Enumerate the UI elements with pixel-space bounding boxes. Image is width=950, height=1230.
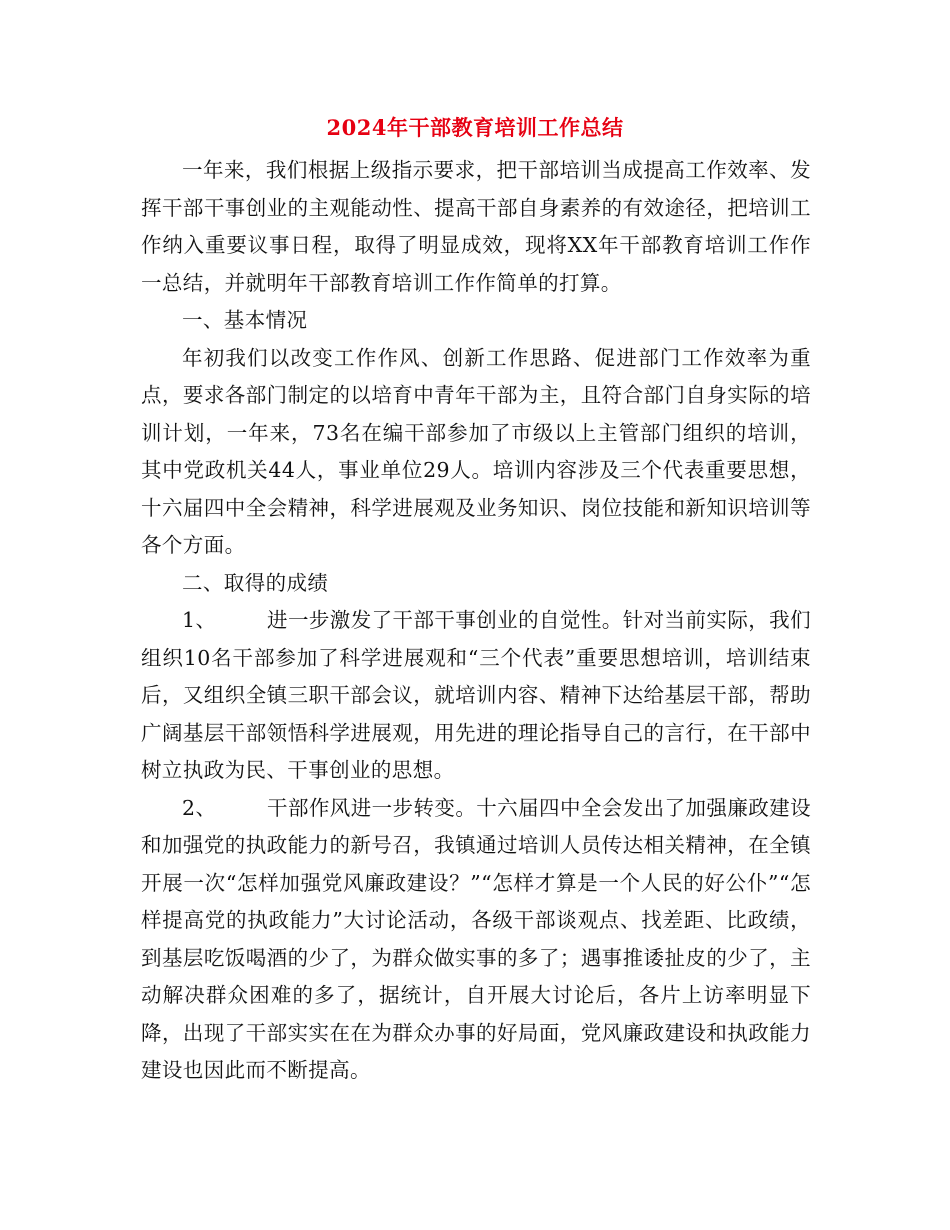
intro-paragraph: 一年来，我们根据上级指示要求，把干部培训当成提高工作效率、发挥干部干事创业的主观能动性、提高干部自身素养的有效途径，把培训工作纳入重要议事日程，取得了明显成效，现将XX年干部教育培训工作作一总结，并就明年干部教育培训工作作简单的打算。 <box>141 158 811 295</box>
section-heading-basic-situation: 一、基本情况 <box>182 308 308 332</box>
basic-situation-paragraph: 年初我们以改变工作作风、创新工作思路、促进部门工作效率为重点，要求各部门制定的以培育中青年干部为主，且符合部门自身实际的培训计划，一年来，73名在编干部参加了市级以上主管部门组织的培训，其中党政机关44人，事业单位29人。培训内容涉及三个代表重要思想，十六届四中全会精神，科学进展观及业务知识、岗位技能和新知识培训等各个方面。 <box>141 345 811 557</box>
item-number: 1、 <box>182 608 217 632</box>
document-title: 2024年干部教育培训工作总结 <box>326 115 624 140</box>
section-heading-achievements: 二、取得的成绩 <box>182 570 329 595</box>
achievement-item-1 <box>141 602 811 790</box>
document-body <box>141 152 811 1090</box>
achievement-item-2 <box>141 790 811 1090</box>
item-text: 干部作风进一步转变。十六届四中全会发出了加强廉政建设和加强党的执政能力的新号召，我镇通过培训人员传达相关精神，在全镇开展一次“怎样加强党风廉政建设？”“怎样才算是一个人民的好公仆”“怎样提高党的执政能力”大讨论活动，各级干部谈观点、找差距、比政绩，到基层吃饭喝酒的少了，为群众做实事的多了；遇事推诿扯皮的少了，主动解决群众困难的多了，据统计，自开展大讨论后，各片上访率明显下降，出现了干部实实在在为群众办事的好局面，党风廉政建设和执政能力建设也因此而不断提高。 <box>141 795 811 1082</box>
item-text: 进一步激发了干部干事创业的自觉性。针对当前实际，我们组织10名干部参加了科学进展观和“三个代表”重要思想培训，培训结束后，又组织全镇三职干部会议，就培训内容、精神下达给基层干部，帮助广阔基层干部领悟科学进展观，用先进的理论指导自己的言行，在干部中树立执政为民、干事创业的思想。 <box>141 608 811 782</box>
item-number: 2、 <box>182 795 217 820</box>
